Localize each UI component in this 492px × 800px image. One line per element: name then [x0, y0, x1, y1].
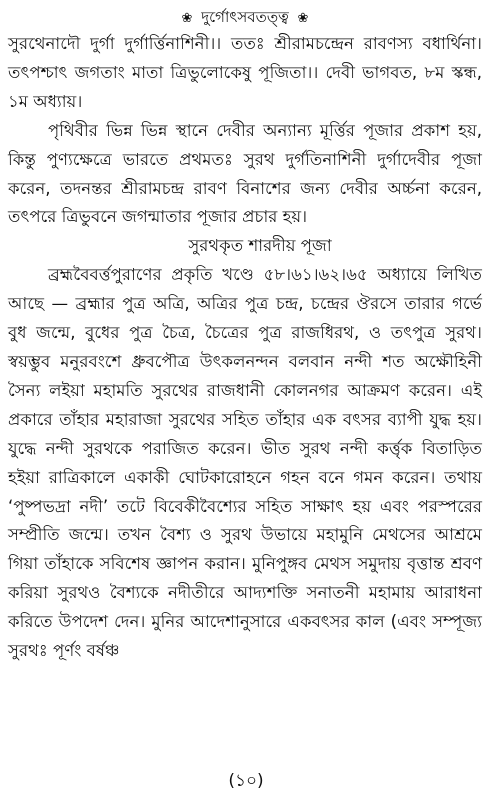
- flower-ornament-icon: ❀: [181, 11, 193, 26]
- section-body: ব্রহ্মবৈবর্ত্তপুরাণের প্রকৃতি খণ্ডে ৫৮।৬১।৬২।৬৫ অধ্যায়ে লিখিত আছে — ব্রহ্মার পুত্র অত্রি, অত্রির পুত্র চন্দ্র, চন্দ্রের ঔরসে তারার গর্ভে বুধ জন্মে, বুধের পুত্র চৈত্র, চৈত্রের পুত্র রাজধিরথ, ও তৎপুত্র সুরথ। স্বয়ম্ভুব মনুরবংশে ধ্রুবপৌত্র উৎকলনন্দন বলবান নন্দী শত অক্ষৌহিনী সৈন্য লইয়া মহামতি সুরথের রাজধানী কোলনগর আক্রমণ করেন। এই প্রকারে তাঁহার মহারাজা সুরথের সহিত তাঁহার এক বৎসর ব্যাপী যুদ্ধ হয়। যুদ্ধে নন্দী সুরথকে পরাজিত করেন। ভীত সুরথ নন্দী কর্ত্তৃক বিতাড়িত হইয়া রাত্রিকালে একাকী ঘোটকারোহনে গহন বনে গমন করেন। তথায় ‘পুষ্পভদ্রা নদী’ তটে বিবেকীবৈশ্যের সহিত সাক্ষাৎ হয় এবং পরস্পরের সম্প্রীতি জন্মে। তখন বৈশ্য ও সুরথ উভায়ে মহামুনি মেথসের আশ্রমে গিয়া তাঁহাকে সবিশেষ জ্ঞাপন করান। মুনিপুঙ্গব মেথস সমুদায় বৃত্তান্ত শ্রবণ করিয়া সুরথও বৈশ্যকে নদীতীরে আদ্যশক্তি সনাতনী মহামায় আরাধনা করিতে উপদেশ দেন। মুনির আদেশানুসারে একবৎসর কাল (এবং সম্পূজ্য সুরথঃ পূর্ণং বর্ষঞ্চ: [8, 265, 482, 661]
- quote-paragraph: সুরথেনাদৌ দুর্গা দুর্গার্ত্তিনাশিনী।। ততঃ শ্রীরামচন্দ্রেন রাবণস্য বধার্থিনা। তৎপশ্চাৎ জগতাং মাতা ত্রিভুলোকেষু পূজিতা।। দেবী ভাগবত, ৮ম স্কন্ধ, ১ম অধ্যায়।: [8, 34, 482, 111]
- flower-ornament-icon: ❀: [297, 11, 309, 26]
- page-number: (১০): [228, 771, 264, 791]
- intro-paragraph: পৃথিবীর ভিন্ন ভিন্ন স্থানে দেবীর অন্যান্য মূর্ত্তির পূজার প্রকাশ হয়, কিন্তু পুণ্যক্ষেত্রে ভারতে প্রথমতঃ সুরথ দুর্গতিনাশিনী দুর্গাদেবীর পূজা করেন, তদনন্তর শ্রীরামচন্দ্র রাবণ বিনাশের জন্য দেবীর অর্চ্চনা করেন, তৎপরে ত্রিভুবনে জগন্মাতার পূজার প্রচার হয়।: [8, 120, 482, 227]
- running-head-title: দুর্গোৎসবতত্ত্ব: [201, 8, 289, 26]
- section-heading: সুরথকৃত শারদীয় পূজা: [188, 236, 332, 256]
- running-head: [8, 6, 482, 28]
